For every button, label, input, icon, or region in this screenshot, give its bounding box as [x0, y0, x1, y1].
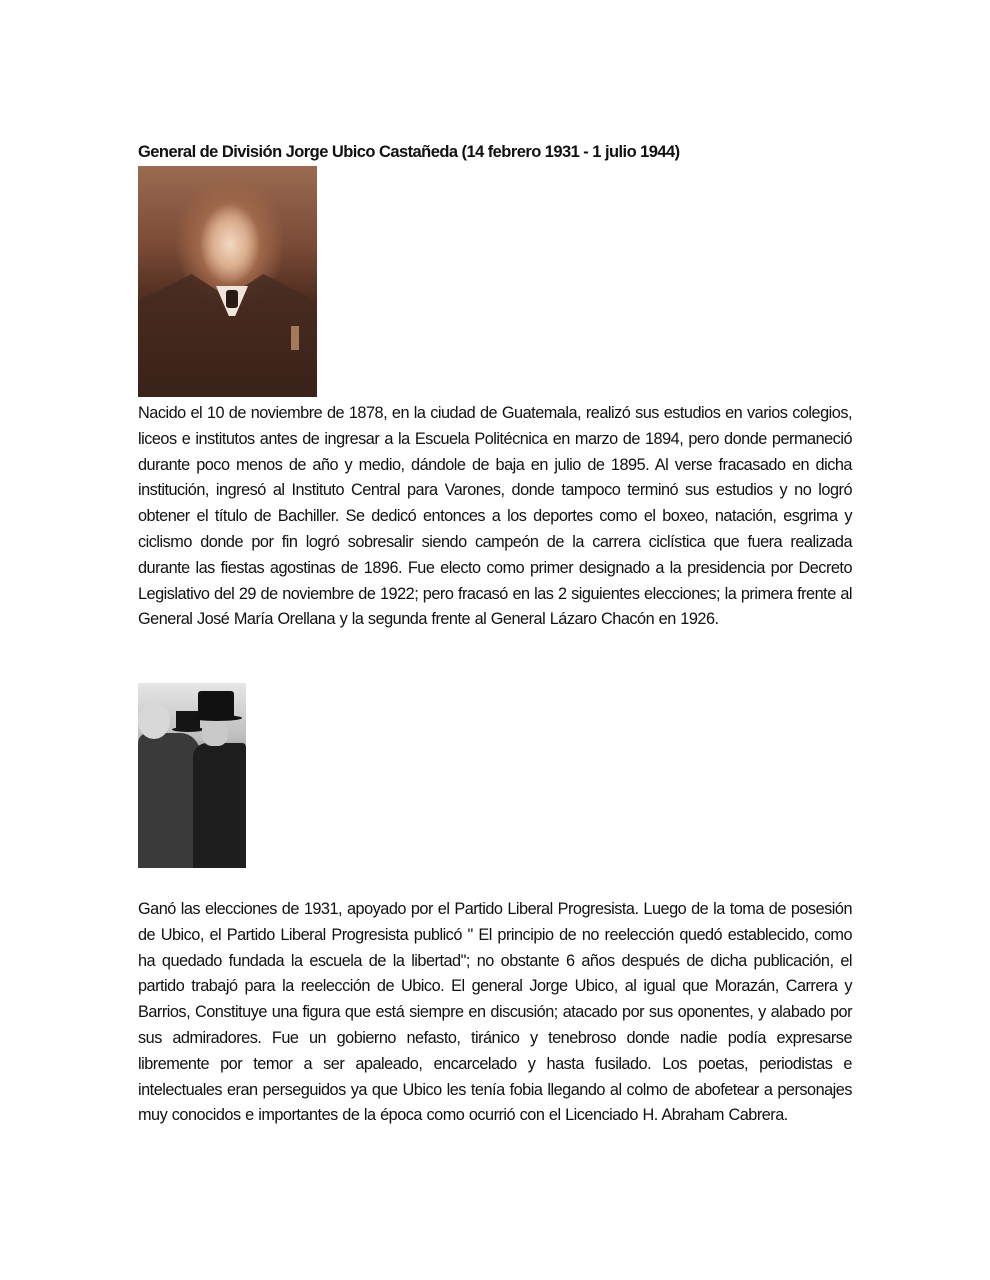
top-hat-photo: [138, 683, 246, 868]
paragraph-biography: Nacido el 10 de noviembre de 1878, en la ciudad de Guatemala, realizó sus estudios en varios colegios, liceos e institutos antes de ingresar a la Escuela Politécnica en marzo de 1894, pero donde permaneció durante poco menos de año y medio, dándole de baja en julio de 1895. Al verse fracasado en dicha institución, ingresó al Instituto Central para Varones, donde tampoco terminó sus estudios y no logró obtener el título de Bachiller. Se dedicó entonces a los deportes como el boxeo, natación, esgrima y ciclismo donde por fin logró sobresalir siendo campeón de la carrera ciclística que fuera realizada durante las fiestas agostinas de 1896. Fue electo como primer designado a la presidencia por Decreto Legislativo del 29 de noviembre de 1922; pero fracasó en las 2 siguientes elecciones; la primera frente al General José María Orellana y la segunda frente al General Lázaro Chacón en 1926.: [138, 404, 852, 629]
figure-left-head: [138, 703, 170, 739]
necktie: [226, 290, 238, 308]
top-hat-front: [198, 691, 234, 717]
top-hat-front-brim: [192, 715, 242, 721]
medal: [291, 326, 299, 350]
portrait-photo: [138, 166, 317, 397]
figure-left-body: [138, 733, 200, 868]
document-title: General de División Jorge Ubico Castañeda (14 febrero 1931 - 1 julio 1944): [138, 143, 680, 161]
figure-right-face: [202, 720, 228, 746]
top-hat-back-brim: [172, 727, 204, 732]
paragraph-government: Ganó las elecciones de 1931, apoyado por el Partido Liberal Progresista. Luego de la toma de posesión de Ubico, el Partido Liberal Progresista publicó " El principio de no reelección quedó establecido, como ha quedado fundada la escuela de la libertad"; no obstante 6 años después de dicha publicación, el partido trabajó para la reelección de Ubico. El general Jorge Ubico, al igual que Morazán, Carrera y Barrios, Constituye una figura que está siempre en discusión; atacado por sus oponentes, y alabado por sus admiradores. Fue un gobierno nefasto, tiránico y tenebroso donde nadie podía expresarse libremente por temor a ser apaleado, encarcelado y hasta fusilado. Los poetas, periodistas e intelectuales eran perseguidos ya que Ubico les tenía fobia llegando al colmo de abofetear a personajes muy conocidos e importantes de la época como ocurrió con el Licenciado H. Abraham Cabrera.: [138, 900, 852, 1125]
figure-right-body: [193, 743, 246, 868]
